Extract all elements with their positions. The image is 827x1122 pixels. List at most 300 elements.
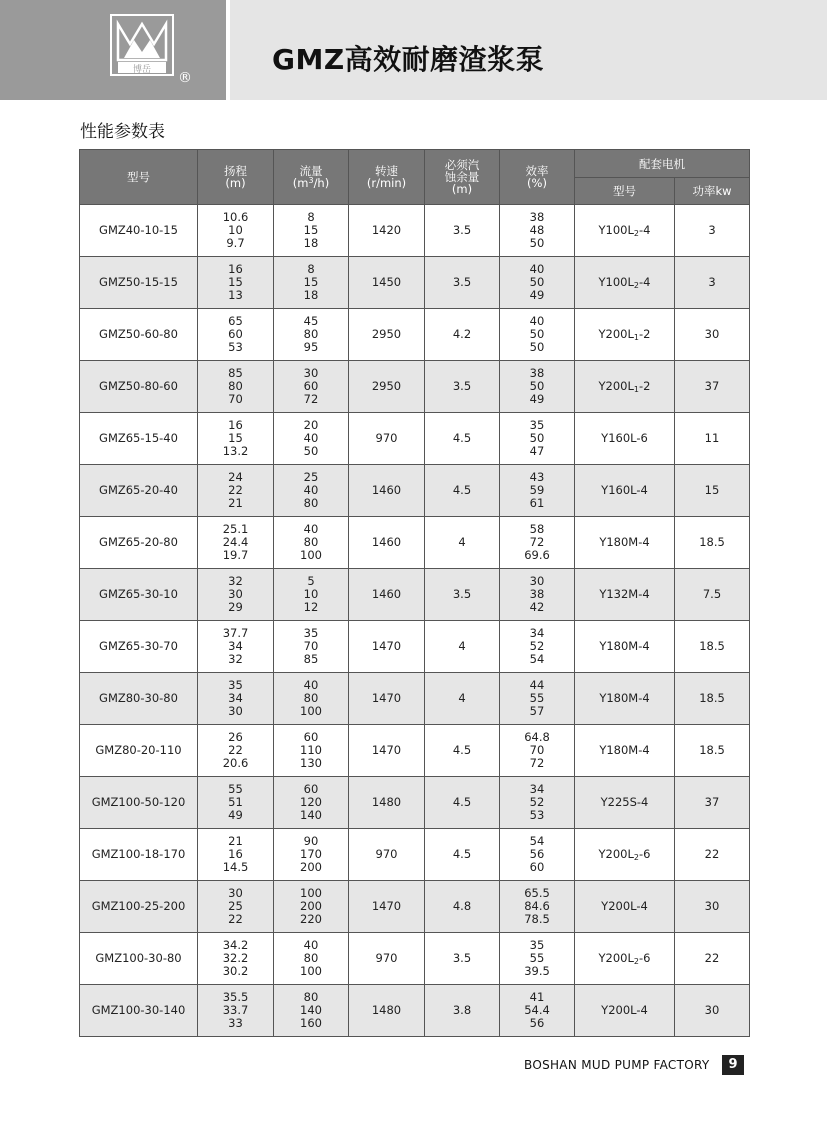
speed-cell: 2950	[349, 361, 425, 413]
efficiency-cell-value: 39.5	[524, 964, 550, 978]
motor-model-suffix: -6	[639, 951, 651, 965]
speed-cell: 1460	[349, 465, 425, 517]
table-row	[80, 829, 750, 881]
head-cell-value: 32	[228, 652, 243, 666]
motor-model-cell	[575, 881, 675, 933]
flow-cell-value: 130	[300, 756, 322, 770]
head-cell-value: 85	[228, 366, 243, 380]
flow-cell	[274, 517, 349, 569]
motor-model-base: Y200L	[598, 327, 634, 341]
npsh-cell: 3.5	[425, 257, 500, 309]
npsh-cell: 3.5	[425, 361, 500, 413]
header-efficiency: 效率 (%)	[500, 150, 575, 205]
npsh-cell: 3.5	[425, 205, 500, 257]
head-cell-value: 14.5	[222, 860, 249, 874]
head-cell-value: 70	[228, 392, 243, 406]
head-cell	[198, 725, 274, 777]
motor-power-cell: 7.5	[675, 569, 750, 621]
motor-model-base: Y180M-4	[599, 743, 650, 757]
npsh-cell: 4	[425, 673, 500, 725]
header-flow: 流量 $(m^3/h)$	[274, 150, 349, 205]
speed-cell: 1420	[349, 205, 425, 257]
motor-model-cell	[575, 725, 675, 777]
motor-model-subscript: 2	[633, 957, 639, 966]
motor-model-base: Y200L-4	[601, 899, 648, 913]
flow-cell	[274, 621, 349, 673]
npsh-cell: 3.5	[425, 933, 500, 985]
efficiency-cell-value: 78.5	[524, 912, 550, 926]
flow-cell	[274, 985, 349, 1037]
head-cell-value: 29	[228, 600, 243, 614]
head-cell	[198, 777, 274, 829]
table-row	[80, 309, 750, 361]
head-cell	[198, 829, 274, 881]
table-row	[80, 517, 750, 569]
flow-cell-value: 140	[300, 1003, 322, 1017]
flow-cell-value: 15	[303, 223, 319, 237]
motor-power-cell: 37	[675, 361, 750, 413]
table-row	[80, 361, 750, 413]
npsh-cell: 3.5	[425, 569, 500, 621]
head-cell	[198, 621, 274, 673]
head-cell-value: 25	[228, 899, 243, 913]
speed-cell: 1480	[349, 777, 425, 829]
head-cell-value: 30	[228, 886, 243, 900]
model-cell: GMZ50-80-60	[80, 361, 198, 413]
flow-cell-value: 50	[303, 444, 319, 458]
efficiency-cell-value: 55	[529, 691, 545, 705]
efficiency-cell	[500, 673, 575, 725]
model-cell: GMZ80-30-80	[80, 673, 198, 725]
efficiency-cell-value: 56	[529, 847, 545, 861]
model-cell: GMZ100-18-170	[80, 829, 198, 881]
flow-cell-value: 40	[303, 483, 319, 497]
head-cell-value: 15	[228, 431, 243, 445]
flow-cell-value: 80	[303, 327, 319, 341]
head-cell-value: 35	[228, 678, 243, 692]
head-cell-value: 32	[228, 574, 243, 588]
efficiency-cell-value: 48	[529, 223, 545, 237]
motor-model-base: Y225S-4	[600, 795, 649, 809]
motor-model-cell	[575, 361, 675, 413]
table-row	[80, 985, 750, 1037]
efficiency-cell-value: 64.8	[524, 730, 550, 744]
motor-model-cell	[575, 933, 675, 985]
npsh-cell: 4	[425, 621, 500, 673]
table-row	[80, 621, 750, 673]
head-cell-value: 34	[228, 691, 243, 705]
flow-cell	[274, 205, 349, 257]
head-cell-value: 22	[228, 912, 243, 926]
flow-cell-value: 140	[300, 808, 322, 822]
head-cell	[198, 257, 274, 309]
motor-power-cell: 18.5	[675, 621, 750, 673]
flow-cell-value: 40	[303, 522, 319, 536]
flow-cell-value: 8	[307, 262, 315, 276]
head-cell	[198, 933, 274, 985]
flow-cell-value: 70	[303, 639, 319, 653]
head-cell-value: 16	[228, 847, 243, 861]
head-cell-value: 13.2	[222, 444, 249, 458]
header-logo-panel	[0, 0, 226, 100]
speed-cell: 1460	[349, 569, 425, 621]
header-motor-power: 功率kw	[675, 178, 750, 205]
flow-cell	[274, 829, 349, 881]
motor-model-cell	[575, 829, 675, 881]
head-cell-value: 13	[228, 288, 243, 302]
efficiency-cell-value: 55	[529, 951, 545, 965]
efficiency-cell-value: 56	[529, 1016, 545, 1030]
efficiency-cell	[500, 517, 575, 569]
efficiency-cell-value: 49	[529, 392, 545, 406]
efficiency-cell-value: 60	[529, 860, 545, 874]
head-cell	[198, 465, 274, 517]
header-model: 型号	[80, 150, 198, 205]
motor-power-cell: 18.5	[675, 725, 750, 777]
table-row	[80, 413, 750, 465]
performance-table-body	[80, 205, 750, 1037]
motor-power-cell: 22	[675, 829, 750, 881]
motor-model-subscript: 2	[633, 853, 639, 862]
efficiency-cell-value: 58	[529, 522, 545, 536]
motor-model-base: Y200L	[598, 379, 634, 393]
performance-table	[79, 149, 750, 1037]
head-cell-value: 24.4	[222, 535, 249, 549]
efficiency-cell-value: 65.5	[524, 886, 550, 900]
flow-cell-value: 60	[303, 730, 319, 744]
flow-cell-value: 160	[300, 1016, 322, 1030]
flow-cell	[274, 413, 349, 465]
efficiency-cell-value: 54	[529, 652, 545, 666]
head-cell-value: 22	[228, 483, 243, 497]
motor-model-subscript: 1	[633, 385, 639, 394]
footer-company: BOSHAN MUD PUMP FACTORY	[524, 1058, 710, 1072]
npsh-cell: 4.5	[425, 777, 500, 829]
flow-cell-value: 100	[300, 704, 322, 718]
efficiency-cell-value: 69.6	[524, 548, 550, 562]
efficiency-cell-value: 59	[529, 483, 545, 497]
motor-model-base: Y160L-4	[601, 483, 648, 497]
motor-model-cell	[575, 569, 675, 621]
efficiency-cell	[500, 309, 575, 361]
npsh-cell: 4	[425, 517, 500, 569]
motor-model-cell	[575, 985, 675, 1037]
flow-cell-value: 15	[303, 275, 319, 289]
table-row	[80, 933, 750, 985]
head-cell	[198, 985, 274, 1037]
model-cell: GMZ100-50-120	[80, 777, 198, 829]
header-motor-model: 型号	[575, 178, 675, 205]
motor-model-cell	[575, 673, 675, 725]
head-cell-value: 10	[228, 223, 243, 237]
flow-cell-value: 120	[300, 795, 322, 809]
efficiency-cell-value: 40	[529, 314, 545, 328]
head-cell	[198, 205, 274, 257]
flow-cell-value: 40	[303, 678, 319, 692]
motor-power-cell: 30	[675, 309, 750, 361]
speed-cell: 1450	[349, 257, 425, 309]
head-cell-value: 10.6	[222, 210, 249, 224]
efficiency-cell	[500, 985, 575, 1037]
table-row	[80, 569, 750, 621]
model-cell: GMZ65-20-40	[80, 465, 198, 517]
head-cell-value: 49	[228, 808, 243, 822]
flow-cell-value: 110	[300, 743, 322, 757]
efficiency-cell	[500, 361, 575, 413]
efficiency-cell-value: 54	[529, 834, 545, 848]
head-cell-value: 30	[228, 704, 243, 718]
head-cell	[198, 569, 274, 621]
motor-model-base: Y200L	[598, 847, 634, 861]
motor-model-base: Y180M-4	[599, 535, 650, 549]
registered-mark: ®	[178, 70, 192, 86]
flow-cell-value: 72	[303, 392, 319, 406]
head-cell-value: 32.2	[222, 951, 249, 965]
npsh-cell: 4.5	[425, 465, 500, 517]
efficiency-cell-value: 41	[529, 990, 545, 1004]
flow-cell-value: 100	[300, 548, 322, 562]
motor-power-cell: 3	[675, 257, 750, 309]
header-head: 扬程 (m)	[198, 150, 274, 205]
section-subtitle: 性能参数表	[80, 122, 165, 142]
model-cell: GMZ65-15-40	[80, 413, 198, 465]
efficiency-cell	[500, 257, 575, 309]
head-cell-value: 80	[228, 379, 243, 393]
page-number: 9	[722, 1055, 744, 1075]
efficiency-cell	[500, 465, 575, 517]
motor-power-cell: 11	[675, 413, 750, 465]
flow-cell-value: 220	[300, 912, 322, 926]
flow-cell-value: 90	[303, 834, 319, 848]
npsh-cell: 4.5	[425, 829, 500, 881]
head-cell-value: 25.1	[222, 522, 249, 536]
npsh-cell: 4.5	[425, 725, 500, 777]
flow-cell	[274, 465, 349, 517]
head-cell-value: 33.7	[222, 1003, 249, 1017]
head-cell-value: 21	[228, 496, 243, 510]
head-cell-value: 37.7	[222, 626, 249, 640]
motor-model-cell	[575, 465, 675, 517]
efficiency-cell	[500, 205, 575, 257]
motor-model-suffix: -6	[639, 847, 651, 861]
motor-power-cell: 18.5	[675, 673, 750, 725]
flow-cell	[274, 257, 349, 309]
motor-power-cell: 18.5	[675, 517, 750, 569]
flow-cell-value: 18	[303, 236, 319, 250]
head-cell-value: 35.5	[222, 990, 249, 1004]
motor-model-cell	[575, 777, 675, 829]
efficiency-cell-value: 53	[529, 808, 545, 822]
speed-cell: 1470	[349, 673, 425, 725]
efficiency-cell-value: 34	[529, 626, 545, 640]
efficiency-cell-value: 42	[529, 600, 545, 614]
header-speed: 转速 (r/min)	[349, 150, 425, 205]
flow-cell-value: 10	[303, 587, 319, 601]
efficiency-cell-value: 50	[529, 340, 545, 354]
table-row	[80, 777, 750, 829]
head-cell	[198, 673, 274, 725]
efficiency-cell-value: 35	[529, 418, 545, 432]
efficiency-cell-value: 70	[529, 743, 545, 757]
motor-model-suffix: -4	[639, 223, 651, 237]
flow-cell-value: 18	[303, 288, 319, 302]
flow-cell-value: 80	[303, 990, 319, 1004]
model-cell: GMZ40-10-15	[80, 205, 198, 257]
model-cell: GMZ100-30-80	[80, 933, 198, 985]
flow-cell-value: 60	[303, 379, 319, 393]
model-cell: GMZ50-60-80	[80, 309, 198, 361]
speed-cell: 1470	[349, 621, 425, 673]
head-cell-value: 15	[228, 275, 243, 289]
motor-model-cell	[575, 621, 675, 673]
head-cell-value: 16	[228, 262, 243, 276]
efficiency-cell-value: 49	[529, 288, 545, 302]
page-title: GMZ高效耐磨渣浆泵	[272, 43, 545, 76]
flow-cell-value: 8	[307, 210, 315, 224]
head-cell	[198, 413, 274, 465]
motor-model-base: Y180M-4	[599, 639, 650, 653]
header-npsh: 必须汽 蚀余量 (m)	[425, 150, 500, 205]
head-cell-value: 51	[228, 795, 243, 809]
efficiency-cell-value: 84.6	[524, 899, 550, 913]
head-cell-value: 20.6	[222, 756, 249, 770]
efficiency-cell-value: 38	[529, 587, 545, 601]
head-cell	[198, 361, 274, 413]
flow-cell-value: 35	[303, 626, 319, 640]
efficiency-cell	[500, 777, 575, 829]
flow-cell-value: 25	[303, 470, 319, 484]
flow-cell	[274, 361, 349, 413]
table-row	[80, 881, 750, 933]
motor-model-cell	[575, 517, 675, 569]
model-cell: GMZ65-30-70	[80, 621, 198, 673]
table-row	[80, 673, 750, 725]
motor-model-base: Y200L-4	[601, 1003, 648, 1017]
efficiency-cell	[500, 569, 575, 621]
motor-model-base: Y200L	[598, 951, 634, 965]
efficiency-cell	[500, 621, 575, 673]
motor-model-subscript: 2	[633, 229, 639, 238]
motor-power-cell: 37	[675, 777, 750, 829]
speed-cell: 1460	[349, 517, 425, 569]
motor-model-suffix: -4	[639, 275, 651, 289]
efficiency-cell-value: 72	[529, 756, 545, 770]
flow-cell	[274, 309, 349, 361]
motor-model-subscript: 1	[633, 333, 639, 342]
head-cell-value: 22	[228, 743, 243, 757]
flow-cell-value: 100	[300, 964, 322, 978]
head-cell-value: 16	[228, 418, 243, 432]
motor-model-cell	[575, 257, 675, 309]
efficiency-cell-value: 61	[529, 496, 545, 510]
motor-model-base: Y180M-4	[599, 691, 650, 705]
model-cell: GMZ100-30-140	[80, 985, 198, 1037]
model-cell: GMZ65-20-80	[80, 517, 198, 569]
table-row	[80, 725, 750, 777]
flow-cell-value: 60	[303, 782, 319, 796]
speed-cell: 1470	[349, 881, 425, 933]
head-cell-value: 60	[228, 327, 243, 341]
head-cell-value: 30.2	[222, 964, 249, 978]
flow-cell-value: 45	[303, 314, 319, 328]
flow-cell-value: 12	[303, 600, 319, 614]
efficiency-cell-value: 72	[529, 535, 545, 549]
flow-cell-value: 95	[303, 340, 319, 354]
model-cell: GMZ100-25-200	[80, 881, 198, 933]
flow-cell	[274, 725, 349, 777]
head-cell-value: 55	[228, 782, 243, 796]
speed-cell: 1480	[349, 985, 425, 1037]
efficiency-cell-value: 35	[529, 938, 545, 952]
motor-model-cell	[575, 309, 675, 361]
model-cell: GMZ50-15-15	[80, 257, 198, 309]
npsh-cell: 3.8	[425, 985, 500, 1037]
efficiency-cell	[500, 881, 575, 933]
flow-cell	[274, 777, 349, 829]
flow-cell-value: 40	[303, 938, 319, 952]
flow-cell-value: 80	[303, 496, 319, 510]
efficiency-cell-value: 34	[529, 782, 545, 796]
flow-cell-value: 40	[303, 431, 319, 445]
flow-cell	[274, 673, 349, 725]
motor-model-base: Y160L-6	[601, 431, 648, 445]
flow-cell-value: 30	[303, 366, 319, 380]
head-cell-value: 24	[228, 470, 243, 484]
efficiency-cell-value: 50	[529, 431, 545, 445]
header-motor-group: 配套电机	[575, 150, 750, 178]
efficiency-cell-value: 47	[529, 444, 545, 458]
efficiency-cell-value: 50	[529, 275, 545, 289]
efficiency-cell-value: 54.4	[524, 1003, 550, 1017]
flow-cell	[274, 569, 349, 621]
motor-model-base: Y100L	[598, 275, 634, 289]
efficiency-cell-value: 38	[529, 210, 545, 224]
speed-cell: 970	[349, 933, 425, 985]
head-cell-value: 34	[228, 639, 243, 653]
efficiency-cell	[500, 829, 575, 881]
efficiency-cell-value: 38	[529, 366, 545, 380]
speed-cell: 1470	[349, 725, 425, 777]
flow-cell	[274, 881, 349, 933]
model-cell: GMZ80-20-110	[80, 725, 198, 777]
head-cell	[198, 517, 274, 569]
motor-model-cell	[575, 413, 675, 465]
efficiency-cell	[500, 413, 575, 465]
flow-cell-value: 100	[300, 886, 322, 900]
motor-power-cell: 15	[675, 465, 750, 517]
motor-model-subscript: 2	[633, 281, 639, 290]
table-row	[80, 205, 750, 257]
efficiency-cell-value: 44	[529, 678, 545, 692]
head-cell-value: 65	[228, 314, 243, 328]
speed-cell: 2950	[349, 309, 425, 361]
head-cell	[198, 309, 274, 361]
head-cell-value: 21	[228, 834, 243, 848]
head-cell-value: 19.7	[222, 548, 249, 562]
flow-cell-value: 200	[300, 860, 322, 874]
motor-model-suffix: -2	[639, 327, 651, 341]
motor-model-base: Y100L	[598, 223, 634, 237]
efficiency-cell	[500, 725, 575, 777]
head-cell-value: 33	[228, 1016, 243, 1030]
npsh-cell: 4.5	[425, 413, 500, 465]
motor-power-cell: 30	[675, 985, 750, 1037]
flow-cell-value: 80	[303, 535, 319, 549]
motor-model-base: Y132M-4	[599, 587, 650, 601]
flow-cell-value: 85	[303, 652, 319, 666]
npsh-cell: 4.8	[425, 881, 500, 933]
head-cell-value: 26	[228, 730, 243, 744]
